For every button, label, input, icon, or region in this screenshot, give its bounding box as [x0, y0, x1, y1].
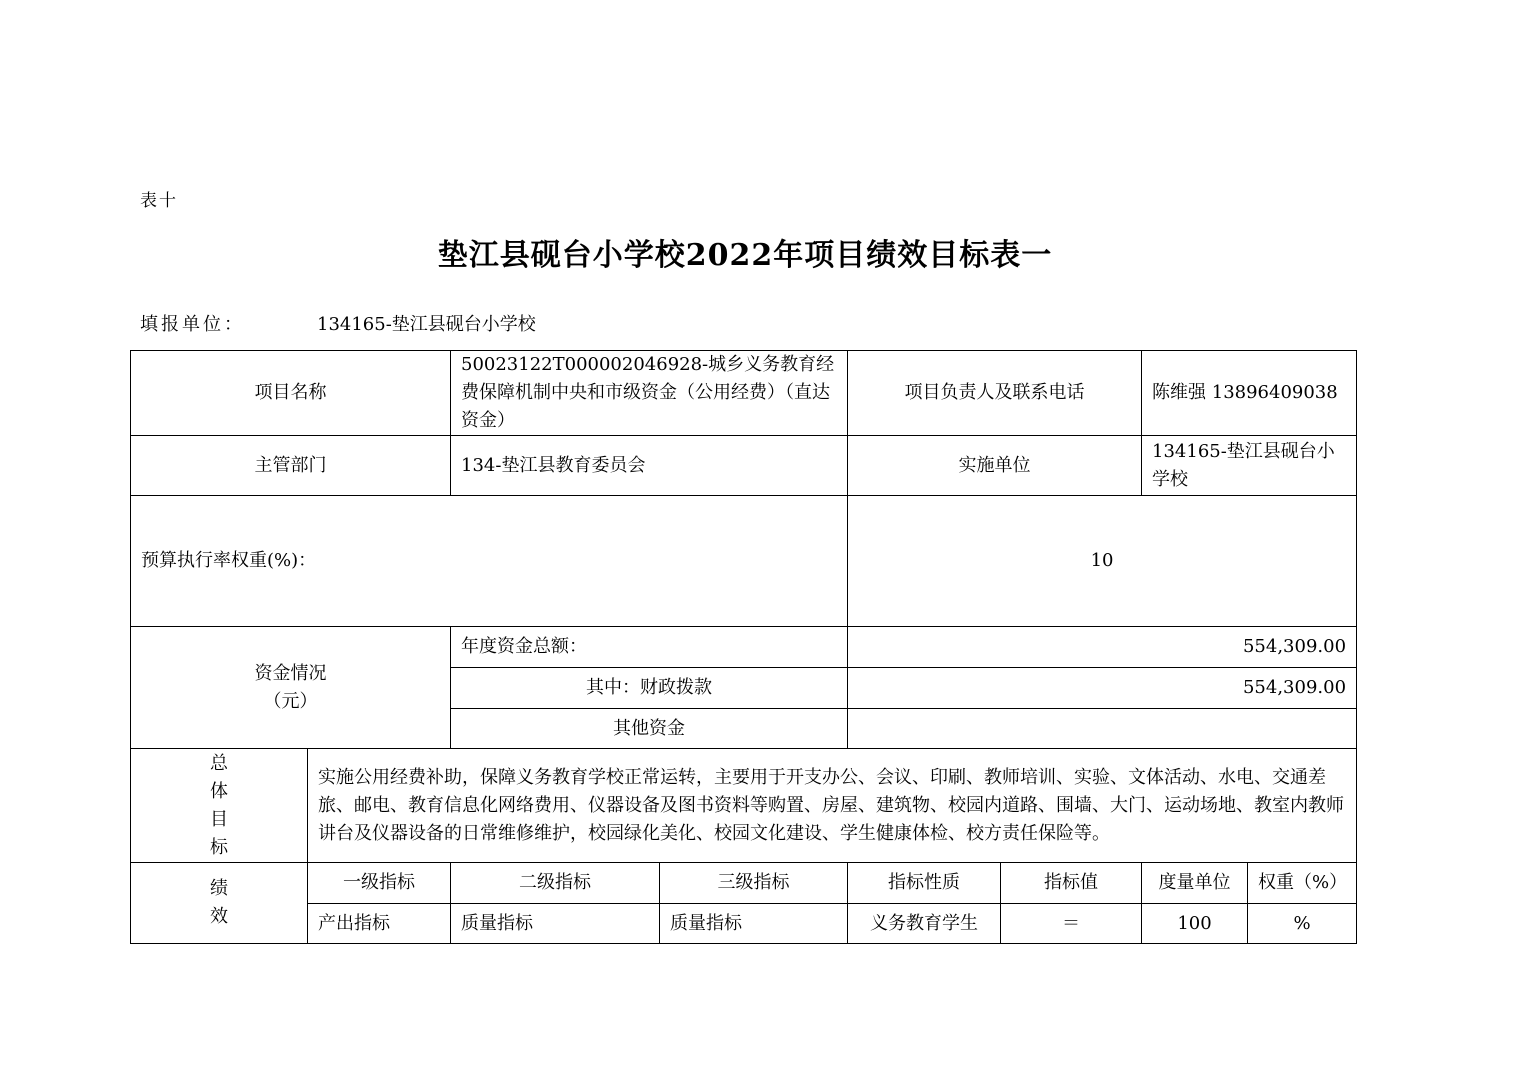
header-nature: 指标性质 [848, 863, 1001, 904]
indicator-value: ＝ [1001, 904, 1142, 944]
project-name-value: 50023122T000002046928-城乡义务教育经费保障机制中央和市级资金（公用经费）（直达资金） [451, 351, 848, 436]
performance-label-char: 效 [210, 906, 228, 927]
header-weight: 权重（%） [1248, 863, 1357, 904]
goal-label-char: 目 [210, 808, 228, 830]
budget-weight-label: 预算执行率权重(%)： [131, 496, 848, 627]
project-contact-label: 项目负责人及联系电话 [848, 351, 1142, 436]
performance-target-table [130, 350, 1357, 944]
department-label: 主管部门 [131, 436, 451, 496]
indicator-level1: 产出指标 [308, 904, 451, 944]
goal-label [131, 749, 308, 863]
funds-label-line2: （元） [263, 690, 318, 712]
project-contact-value: 陈维强 13896409038 [1142, 351, 1357, 436]
indicator-level2: 质量指标 [451, 904, 660, 944]
page-label: 表十 [140, 191, 178, 211]
header-level1: 一级指标 [308, 863, 451, 904]
performance-label [131, 863, 308, 944]
goal-row [131, 749, 1357, 863]
indicator-nature: 义务教育学生 [848, 904, 1001, 944]
funds-total-value: 554,309.00 [848, 627, 1357, 668]
indicator-weight: % [1248, 904, 1357, 944]
table-row [131, 904, 1357, 944]
indicator-level3: 质量指标 [660, 904, 848, 944]
report-unit-value: 134165-垫江县砚台小学校 [317, 314, 536, 335]
header-level3: 三级指标 [660, 863, 848, 904]
indicator-header-row [131, 863, 1357, 904]
goal-label-char: 体 [210, 780, 228, 802]
goal-label-char: 标 [210, 836, 228, 858]
header-unit: 度量单位 [1142, 863, 1248, 904]
page-title: 垫江县砚台小学校2022年项目绩效目标表一 [437, 238, 1053, 273]
funds-label-line1: 资金情况 [254, 662, 327, 684]
budget-weight-value: 10 [848, 496, 1357, 627]
header-level2: 二级指标 [451, 863, 660, 904]
funds-total-row [131, 627, 1357, 668]
funds-other-value [848, 709, 1357, 749]
implementing-unit-value: 134165-垫江县砚台小学校 [1142, 436, 1357, 496]
indicator-unit: 100 [1142, 904, 1248, 944]
goal-text: 实施公用经费补助，保障义务教育学校正常运转，主要用于开支办公、会议、印刷、教师培训、实验、文体活动、水电、交通差旅、邮电、教育信息化网络费用、仪器设备及图书资料等购置、房屋、建筑物、校园内道路、围墙、大门、运动场地、教室内教师讲台及仪器设备的日常维修维护，校园绿化美化、校园文化建设、学生健康体检、校方责任保险等。 [308, 749, 1357, 863]
implementing-unit-label: 实施单位 [848, 436, 1142, 496]
report-unit-label: 填报单位： [140, 314, 245, 335]
project-row [131, 351, 1357, 436]
project-name-label: 项目名称 [131, 351, 451, 436]
funds-fiscal-label: 其中：财政拨款 [451, 668, 848, 709]
funds-label [131, 627, 451, 749]
funds-fiscal-value: 554,309.00 [848, 668, 1357, 709]
goal-label-char: 总 [210, 752, 228, 774]
performance-label-char: 绩 [210, 878, 228, 899]
header-value: 指标值 [1001, 863, 1142, 904]
funds-other-label: 其他资金 [451, 709, 848, 749]
department-value: 134-垫江县教育委员会 [451, 436, 848, 496]
budget-row [131, 496, 1357, 627]
department-row [131, 436, 1357, 496]
funds-total-label: 年度资金总额： [451, 627, 848, 668]
